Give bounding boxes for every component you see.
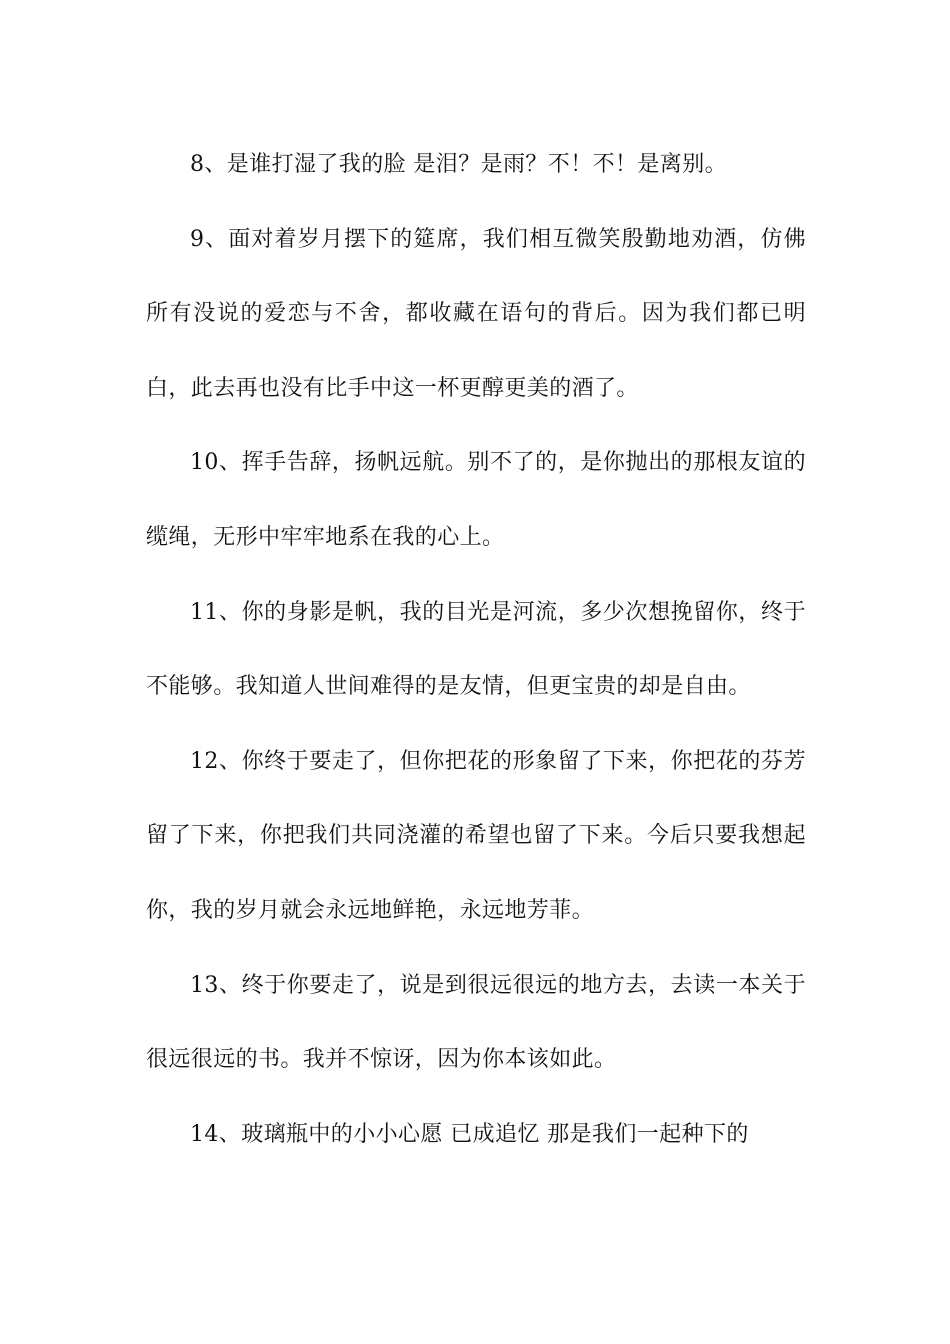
paragraph-12: 12、你终于要走了，但你把花的形象留了下来，你把花的芬芳留了下来，你把我们共同浇灌的希望也留了下来。今后只要我想起你，我的岁月就会永远地鲜艳，永远地芳菲。 — [146, 748, 806, 923]
paragraph-11: 11、你的身影是帆，我的目光是河流，多少次想挽留你，终于不能够。我知道人世间难得的是友情，但更宝贵的却是自由。 — [146, 599, 806, 700]
paragraph-10: 10、挥手告辞，扬帆远航。别不了的，是你抛出的那根友谊的缆绳，无形中牢牢地系在我的心上。 — [146, 450, 806, 550]
document-body — [146, 128, 806, 1172]
paragraph-9: 9、面对着岁月摆下的筵席，我们相互微笑殷勤地劝酒，仿佛所有没说的爱恋与不舍，都收藏在语句的背后。因为我们都已明白，此去再也没有比手中这一杯更醇更美的酒了。 — [146, 226, 806, 401]
paragraph-8: 8、是谁打湿了我的脸 是泪？是雨？不！不！是离别。 — [190, 152, 727, 177]
paragraph-14: 14、玻璃瓶中的小小心愿 已成追忆 那是我们一起种下的 — [190, 1121, 749, 1147]
paragraph-13: 13、终于你要走了，说是到很远很远的地方去，去读一本关于很远很远的书。我并不惊讶，因为你本该如此。 — [146, 972, 806, 1073]
